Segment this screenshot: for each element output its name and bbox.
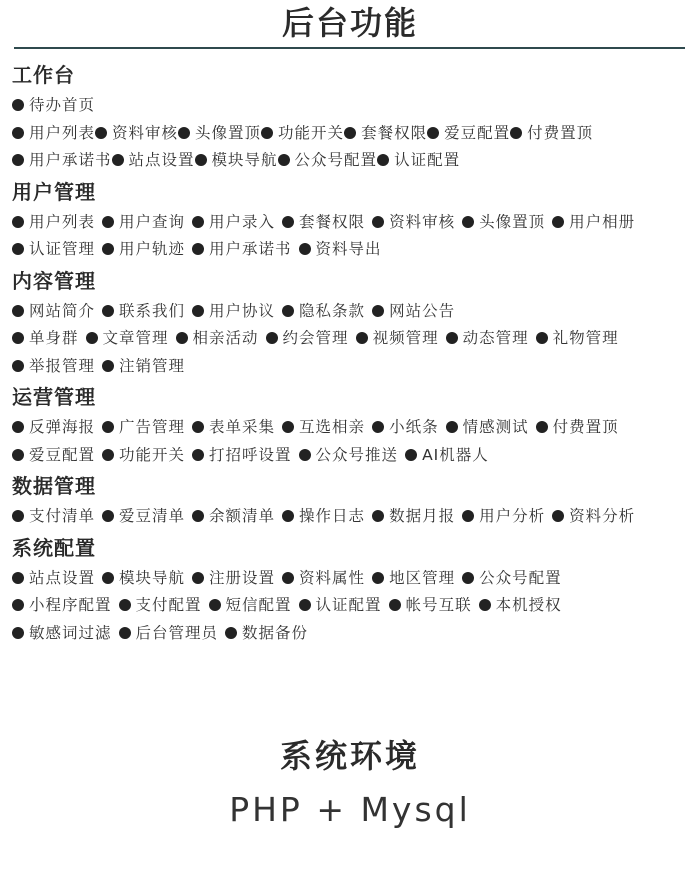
feature-item-label: 互选相亲 [299,418,366,436]
bullet-icon [102,360,114,372]
bullet-icon [479,599,491,611]
feature-item [261,124,344,142]
feature-section [12,175,692,264]
feature-item-label: 后台管理员 [135,623,219,642]
feature-item [389,596,472,614]
feature-item-label: 头像置顶 [195,123,262,142]
bullet-icon [12,127,24,139]
feature-item-label: 数据备份 [242,623,309,642]
feature-line [12,592,692,620]
feature-item-label: 网站公告 [389,301,456,320]
feature-item [195,151,278,169]
bullet-icon [12,510,24,522]
feature-item-label: 动态管理 [462,329,529,347]
feature-item [372,507,455,525]
feature-item [282,302,365,320]
bullet-icon [119,599,131,611]
bullet-icon [372,572,384,584]
feature-item [192,569,275,587]
feature-item-label: 头像置顶 [479,212,546,231]
feature-item [427,124,510,142]
feature-item-label: 操作日志 [299,507,366,525]
bullet-icon [102,572,114,584]
bullet-icon [278,154,290,166]
feature-item [192,418,275,436]
bullet-icon [102,216,114,228]
bullet-icon [372,421,384,433]
feature-item [192,507,275,525]
feature-item-label: 约会管理 [282,329,349,347]
feature-item-label: 认证管理 [29,240,96,258]
feature-line [12,414,692,442]
bullet-icon [12,360,24,372]
feature-line [12,503,692,531]
feature-item [95,124,178,142]
section-heading: 用户管理 [12,179,96,204]
feature-item-label: 资料审核 [112,123,179,142]
bullet-icon [195,154,207,166]
section-heading: 工作台 [12,63,75,87]
bullet-icon [427,127,439,139]
feature-item-label: 爱豆配置 [29,445,96,464]
feature-item [192,213,275,231]
feature-item [192,302,275,320]
feature-item [299,240,382,258]
feature-line [12,147,692,175]
feature-item-label: 支付配置 [135,596,202,614]
feature-item-label: 反弹海报 [29,418,96,436]
feature-item-label: 地区管理 [389,568,456,587]
feature-line [12,298,692,326]
bullet-icon [209,599,221,611]
feature-item [282,213,365,231]
feature-item-label: 隐私条款 [299,301,366,320]
feature-item-label: 广告管理 [119,418,186,436]
bullet-icon [102,305,114,317]
feature-item-label: 待办首页 [29,96,96,114]
title-divider [14,47,685,49]
feature-item [12,96,95,114]
feature-item-label: 用户承诺书 [29,151,112,169]
bullet-icon [282,305,294,317]
section-heading: 运营管理 [12,385,96,409]
feature-item-label: 余额清单 [209,507,276,525]
feature-item [372,302,455,320]
feature-item [225,624,308,642]
feature-item [12,418,95,436]
bullet-icon [282,510,294,522]
feature-item [462,213,545,231]
feature-item [102,569,185,587]
feature-item [462,507,545,525]
feature-item [552,507,635,525]
feature-item-label: AI机器人 [422,445,489,464]
environment-title: 系统环境 [279,737,420,775]
bullet-icon [12,99,24,111]
bullet-icon [372,216,384,228]
feature-item [12,569,95,587]
feature-item [372,569,455,587]
bullet-icon [510,127,522,139]
feature-item [102,302,185,320]
bullet-icon [192,216,204,228]
section-heading: 内容管理 [12,268,96,293]
feature-item-label: 套餐权限 [299,212,366,231]
feature-item-label: 用户查询 [119,212,186,231]
feature-item-label: 数据月报 [389,507,456,525]
bullet-icon [102,510,114,522]
feature-item [119,624,219,642]
bullet-icon [12,627,24,639]
feature-item-label: 资料分析 [569,507,636,525]
feature-item [12,446,95,464]
bullet-icon [282,216,294,228]
feature-item [536,418,619,436]
page-title: 后台功能 [281,4,418,42]
feature-item [102,213,185,231]
feature-item [510,124,593,142]
feature-item-label: 本机授权 [495,596,562,614]
feature-item [102,357,185,375]
bullet-icon [102,243,114,255]
bullet-icon [299,243,311,255]
feature-line [12,92,692,120]
feature-item [282,418,365,436]
feature-item-label: 付费置顶 [552,418,619,436]
bullet-icon [12,154,24,166]
feature-item [552,213,635,231]
bullet-icon [12,599,24,611]
feature-item-label: 注销管理 [119,356,186,375]
feature-item-label: 用户录入 [209,212,276,231]
feature-item [282,569,365,587]
feature-item-label: 公众号推送 [315,445,399,464]
bullet-icon [266,332,278,344]
bullet-icon [119,627,131,639]
feature-item-label: 资料导出 [315,240,382,258]
bullet-icon [446,332,458,344]
bullet-icon [462,216,474,228]
feature-item [178,124,261,142]
feature-item-label: 打招呼设置 [209,445,292,464]
bullet-icon [192,243,204,255]
feature-item-label: 敏感词过滤 [29,623,112,642]
feature-item [12,357,95,375]
bullet-icon [178,127,190,139]
feature-item [102,507,185,525]
bullet-icon [405,449,417,461]
feature-item-label: 公众号配置 [294,151,378,169]
feature-item [12,240,95,258]
bullet-icon [102,421,114,433]
feature-item-label: 单身群 [29,329,79,347]
section-heading: 数据管理 [12,474,96,498]
feature-item [112,151,195,169]
feature-line [12,442,692,470]
bullet-icon [12,572,24,584]
feature-item [192,240,292,258]
feature-item [405,446,489,464]
feature-item-label: 用户分析 [479,507,546,525]
feature-item-label: 联系我们 [119,301,186,320]
environment-value: PHP + Mysql [229,790,471,829]
bullet-icon [86,332,98,344]
feature-item-label: 认证配置 [315,596,382,614]
feature-item-label: 支付清单 [29,507,96,525]
bullet-icon [446,421,458,433]
bullet-icon [102,449,114,461]
feature-item-label: 公众号配置 [479,568,562,587]
feature-item [12,329,79,347]
feature-item-label: 模块导航 [211,151,278,169]
feature-item [102,240,185,258]
bullet-icon [192,510,204,522]
feature-line [12,565,692,593]
feature-item-label: 功能开关 [119,445,186,464]
feature-item [299,446,399,464]
feature-section [12,531,692,648]
feature-item [12,507,95,525]
bullet-icon [344,127,356,139]
bullet-icon [192,572,204,584]
bullet-icon [389,599,401,611]
bullet-icon [176,332,188,344]
bullet-icon [12,421,24,433]
feature-item-label: 功能开关 [278,123,345,142]
feature-section [12,58,692,175]
bullet-icon [299,599,311,611]
feature-item-label: 付费置顶 [527,123,594,142]
feature-line [12,620,692,648]
feature-item-label: 资料审核 [389,212,456,231]
feature-item [176,329,259,347]
feature-sections [12,58,692,647]
feature-item [377,151,460,169]
feature-item [102,446,185,464]
bullet-icon [282,572,294,584]
feature-item [536,329,619,347]
bullet-icon [536,332,548,344]
bullet-icon [299,449,311,461]
feature-item [86,329,169,347]
feature-item [266,329,349,347]
feature-item-label: 网站简介 [29,301,96,320]
feature-item-label: 爱豆配置 [444,123,511,142]
bullet-icon [261,127,273,139]
feature-item [12,624,112,642]
feature-item-label: 注册设置 [209,568,276,587]
feature-item-label: 用户相册 [569,212,636,231]
feature-line [12,236,692,264]
feature-item-label: 短信配置 [225,596,292,614]
bullet-icon [372,305,384,317]
feature-item [192,446,292,464]
feature-item [282,507,365,525]
feature-item-label: 认证配置 [394,151,461,169]
feature-item [462,569,562,587]
bullet-icon [377,154,389,166]
feature-item-label: 视频管理 [372,329,439,347]
feature-section [12,469,692,531]
feature-item [446,329,529,347]
feature-item [344,124,427,142]
bullet-icon [12,305,24,317]
feature-item-label: 用户协议 [209,301,276,320]
feature-item-label: 帐号互联 [405,596,472,614]
feature-item [299,596,382,614]
feature-item-label: 用户列表 [29,212,96,231]
feature-section [12,380,692,469]
feature-item-label: 小程序配置 [29,596,112,614]
feature-item [119,596,202,614]
feature-item-label: 举报管理 [29,356,96,375]
feature-line [12,120,692,148]
feature-item-label: 小纸条 [389,418,439,436]
bullet-icon [225,627,237,639]
feature-line [12,353,692,381]
feature-item [446,418,529,436]
feature-item [12,596,112,614]
bullet-icon [462,572,474,584]
feature-item-label: 用户轨迹 [119,240,186,258]
feature-item-label: 爱豆清单 [119,507,186,525]
feature-item [102,418,185,436]
feature-item-label: 站点设置 [128,151,195,169]
bullet-icon [192,449,204,461]
feature-item-label: 相亲活动 [192,329,259,347]
feature-item [372,418,439,436]
feature-item-label: 模块导航 [119,568,186,587]
feature-item-label: 礼物管理 [552,329,619,347]
feature-item-label: 情感测试 [462,418,529,436]
bullet-icon [95,127,107,139]
feature-item-label: 套餐权限 [361,123,428,142]
feature-item-label: 用户承诺书 [209,240,292,258]
bullet-icon [112,154,124,166]
bullet-icon [372,510,384,522]
bullet-icon [12,243,24,255]
bullet-icon [282,421,294,433]
bullet-icon [552,510,564,522]
feature-item [12,213,95,231]
bullet-icon [192,305,204,317]
bullet-icon [12,449,24,461]
bullet-icon [552,216,564,228]
feature-item [372,213,455,231]
feature-item [12,302,95,320]
bullet-icon [462,510,474,522]
feature-section [12,264,692,381]
bullet-icon [356,332,368,344]
feature-item [12,124,95,142]
feature-item-label: 资料属性 [299,568,366,587]
feature-item [479,596,562,614]
bullet-icon [12,332,24,344]
feature-item [12,151,112,169]
feature-line [12,209,692,237]
feature-item [209,596,292,614]
feature-line [12,325,692,353]
feature-item-label: 用户列表 [29,123,96,142]
bullet-icon [192,421,204,433]
feature-item [356,329,439,347]
feature-item [278,151,378,169]
feature-item-label: 表单采集 [209,418,276,436]
section-heading: 系统配置 [12,535,96,560]
bullet-icon [536,421,548,433]
feature-item-label: 文章管理 [102,329,169,347]
feature-item-label: 站点设置 [29,568,96,587]
bullet-icon [12,216,24,228]
